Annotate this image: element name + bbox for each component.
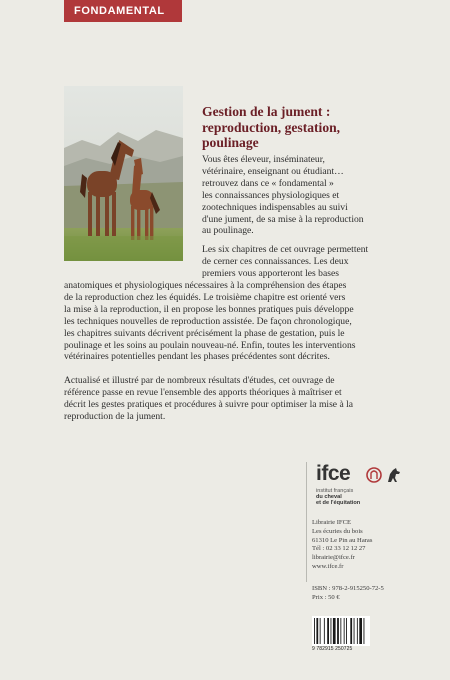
logo-wordmark: ifce (316, 462, 351, 485)
logo-line-3: et de l'équitation (316, 500, 361, 506)
address-line: Les écuries du bois (312, 527, 363, 535)
book-title (202, 104, 402, 151)
text-line: premiers vous apporteront les bases (202, 267, 339, 279)
text-line: la mise à la reproduction, il en propose les bonnes pratiques puis développe (64, 303, 354, 315)
address-line: librairie@ifce.fr (312, 554, 355, 562)
text-line: reproduction de la jument. (64, 410, 166, 422)
text-line: de la reproduction chez les équidés. Le troisième chapitre est orienté vers (64, 291, 346, 303)
text-line: les techniques nouvelles de reproduction assistée. De façon chronologique, (64, 315, 352, 327)
address-line: Librairie IFCE (312, 519, 352, 526)
horseshoe-emblem-icon (367, 468, 381, 482)
barcode (312, 616, 370, 646)
text-line: les connaissances physiologiques et (202, 189, 340, 201)
price-text: Prix : 50 € (312, 593, 340, 601)
text-line: Les six chapitres de cet ouvrage permettent (202, 244, 369, 255)
book-title-line: Gestion de la jument : (202, 104, 331, 119)
text-line: décrit les gestes pratiques et procédures à suivre pour optimiser la mise à la (64, 398, 354, 410)
logo-line-1: institut français (316, 488, 354, 494)
text-line: vétérinaires potentielles pendant les phases précédentes sont décrites. (64, 351, 330, 363)
barcode-number: 9 782915 250725 (312, 646, 353, 652)
text-line: les chapitres suivants décrivent précisément la phase de gestation, puis le (64, 327, 345, 339)
text-line: Actualisé et illustré par de nombreux résultats d'études, cet ouvrage de (64, 375, 335, 386)
isbn-text: ISBN : 978-2-915250-72-5 (312, 585, 384, 592)
text-line: vétérinaire, enseignant ou étudiant… (202, 165, 344, 177)
ifce-logo (316, 462, 426, 512)
text-line: retrouvez dans ce « fondamental » (202, 177, 334, 189)
logo-emblems (366, 465, 406, 490)
address-line: Tél : 02 33 12 12 27 (312, 545, 366, 553)
mare-and-foal-photo (64, 86, 183, 261)
logo-line-2: du cheval (316, 494, 342, 500)
series-tag: FONDAMENTAL (64, 0, 182, 22)
summary-paragraph (64, 375, 416, 423)
text-line: zootechniques indispensables au suivi (202, 201, 348, 213)
book-title-line: reproduction, gestation, (202, 119, 341, 135)
isbn-price-block (312, 585, 384, 603)
text-line: au poulinage. (202, 225, 254, 237)
horse-silhouette-icon (388, 468, 400, 482)
divider-line (306, 462, 307, 582)
intro-paragraph (202, 154, 398, 237)
book-title-line: poulinage (202, 135, 259, 150)
text-line: de cerner ces connaissances. Les deux (202, 255, 349, 267)
text-line: anatomiques et physiologiques nécessaires à la compréhension des étapes (64, 280, 347, 291)
chapters-paragraph-continued (64, 280, 416, 363)
text-line: d'une jument, de sa mise à la reproduction (202, 213, 364, 225)
publisher-address (312, 519, 372, 572)
address-line: 61310 Le Pin au Haras (312, 536, 373, 544)
chapters-paragraph-start (202, 244, 402, 280)
address-line: www.ifce.fr (312, 562, 344, 570)
text-line: poulinage et les soins au poulain nouveau-né. Enfin, toutes les interventions (64, 339, 356, 351)
text-line: Vous êtes éleveur, inséminateur, (202, 154, 325, 165)
text-line: référence passe en revue l'ensemble des apports théoriques à maîtriser et (64, 386, 342, 398)
